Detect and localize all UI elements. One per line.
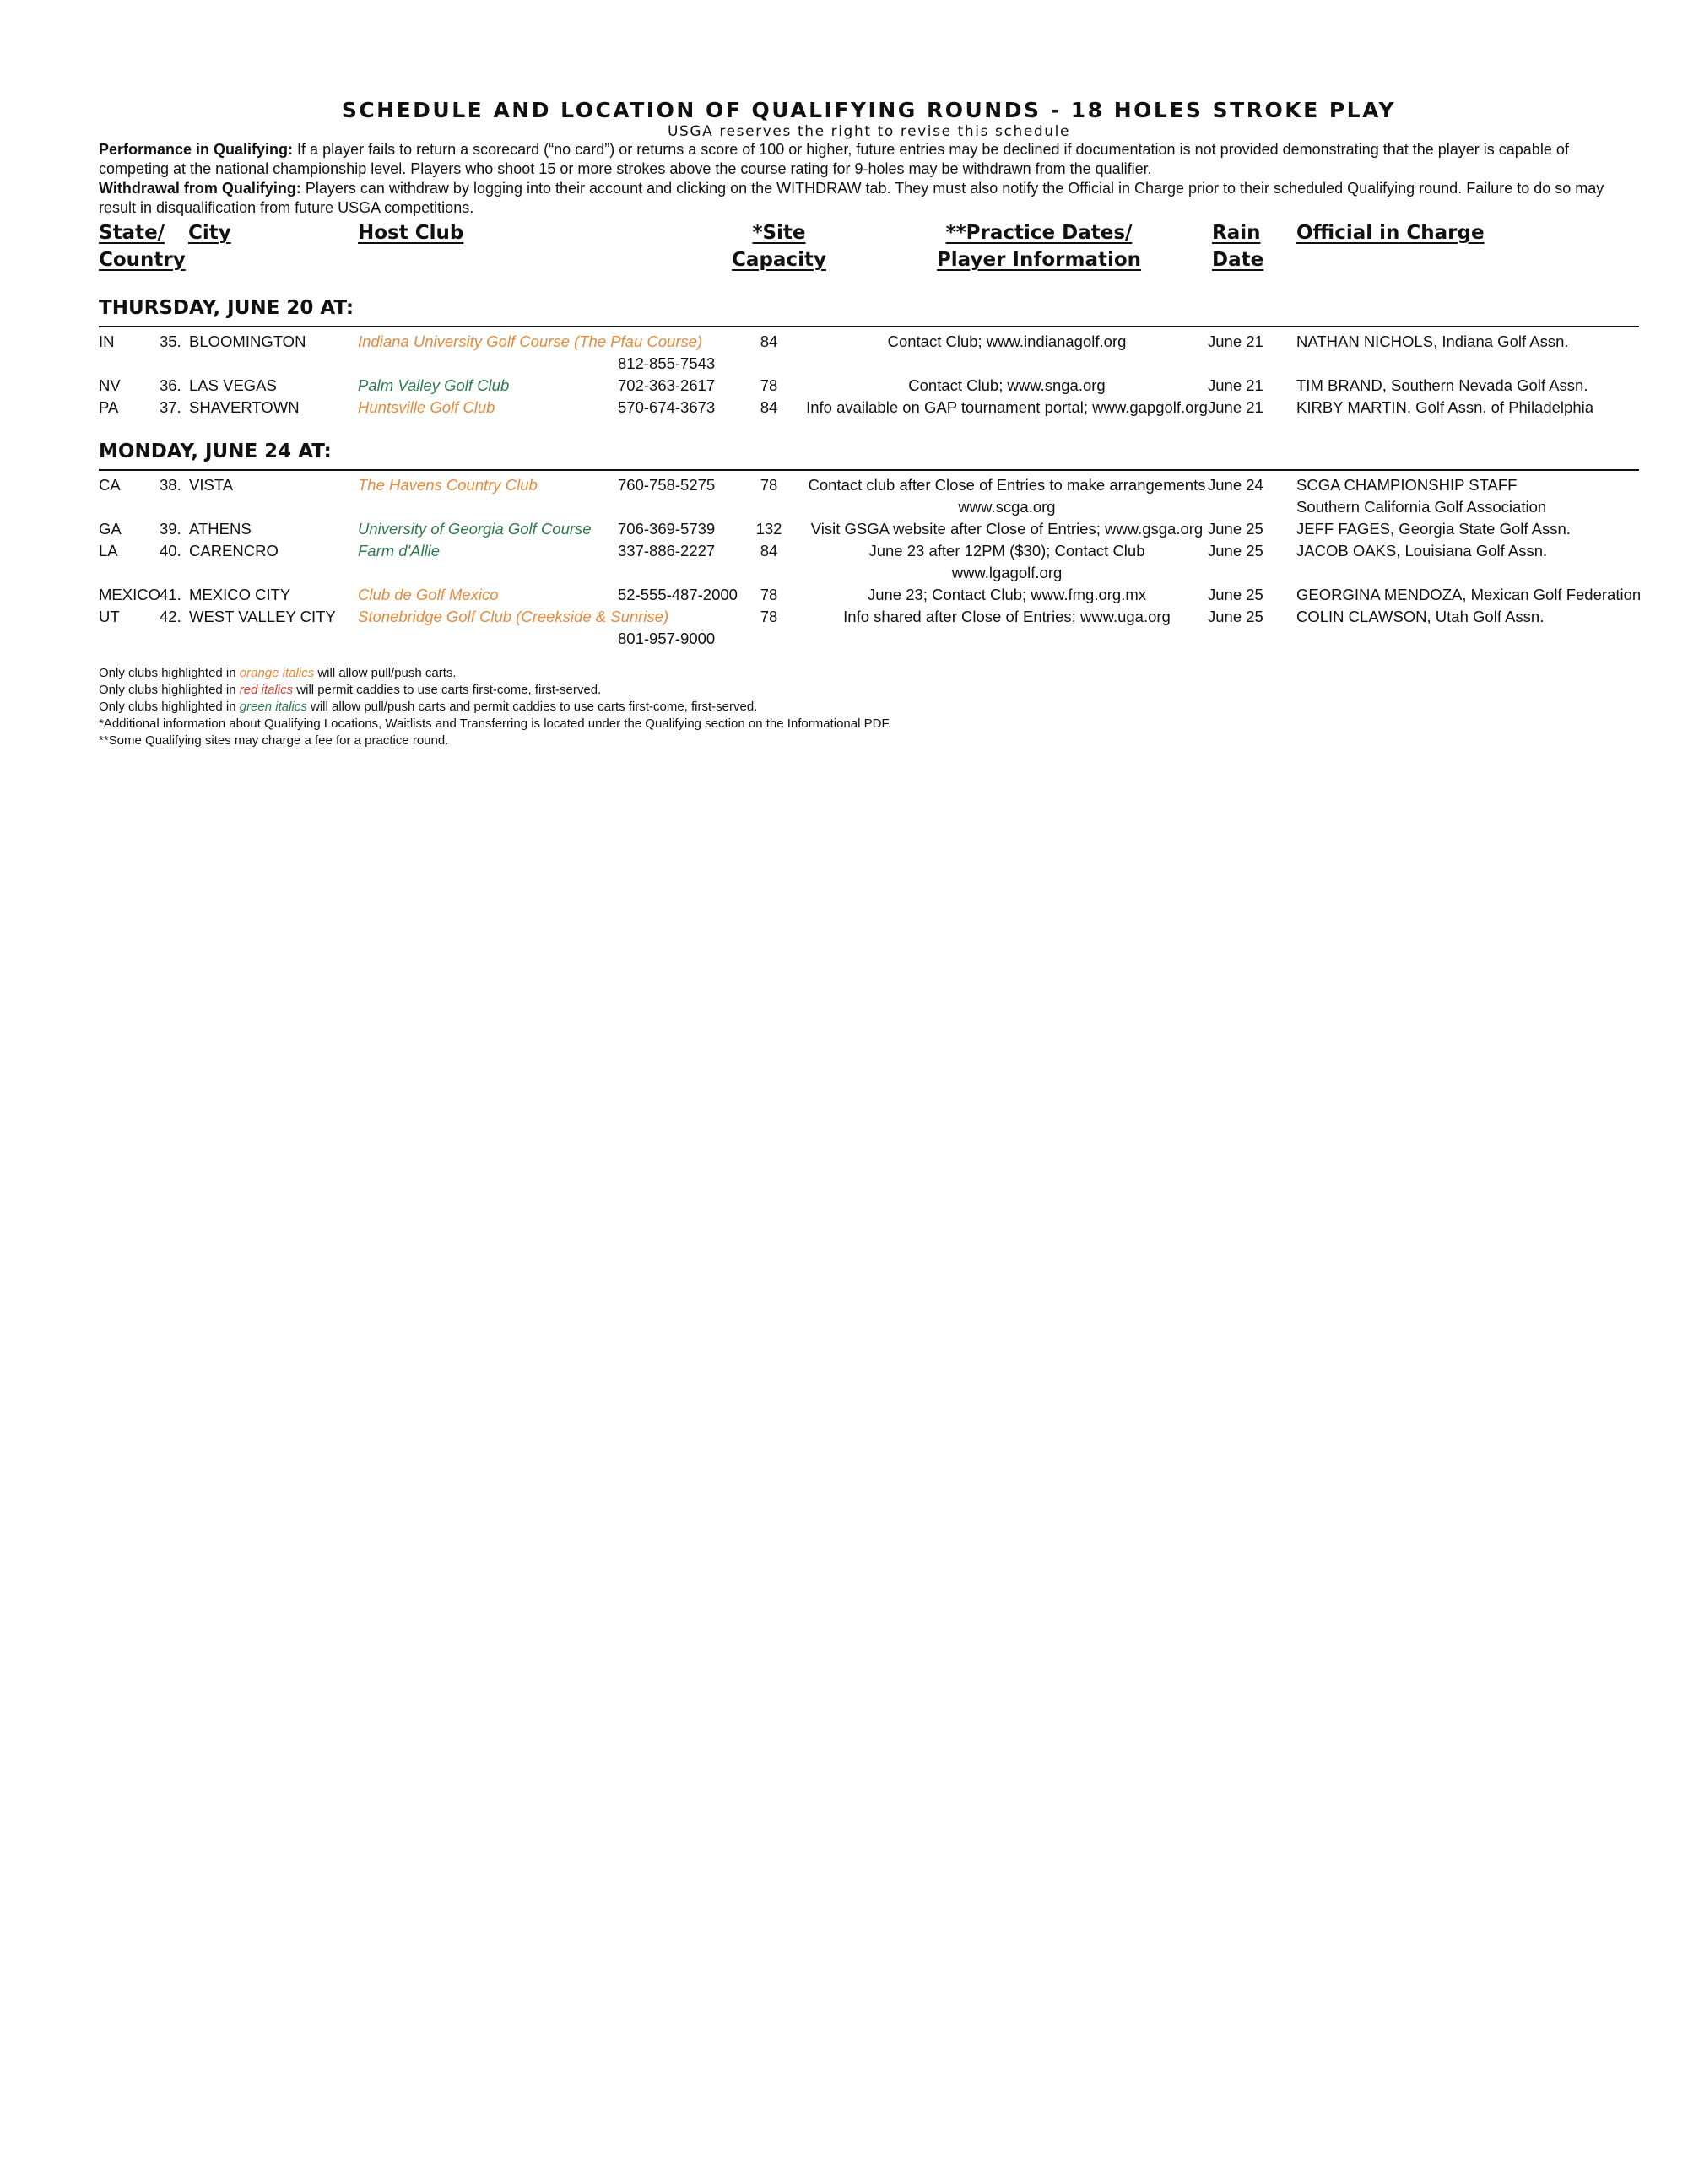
capacity-cell: 84 — [760, 542, 778, 560]
number-cell: 41. — [160, 586, 181, 603]
note-additional-info: *Additional information about Qualifying Locations, Waitlists and Transferring is located under the Qualifying section on the Informational PDF. — [99, 716, 892, 731]
host-club-cell: Indiana University Golf Course (The Pfau Course) — [358, 332, 703, 350]
header-rain-date: Rain Date — [1212, 222, 1264, 271]
city-cell: BLOOMINGTON — [189, 332, 306, 350]
practice-cell: Visit GSGA website after Close of Entries; www.gsga.org — [810, 520, 1204, 538]
official-cell: GEORGINA MENDOZA, Mexican Golf Federation — [1296, 586, 1642, 603]
state-cell: NV — [99, 376, 121, 394]
rain-date-cell: June 25 — [1208, 608, 1263, 625]
state-cell: MEXICO — [99, 586, 160, 603]
header-practice: **Practice Dates/ Player Information — [936, 222, 1142, 271]
number-cell: 36. — [160, 376, 181, 394]
number-cell: 37. — [160, 398, 181, 416]
practice-cell: Info shared after Close of Entries; www.uga.org — [843, 608, 1171, 625]
rain-date-cell: June 21 — [1208, 398, 1263, 416]
rain-date-cell: June 24 — [1208, 476, 1263, 494]
official-cell: JACOB OAKS, Louisiana Golf Assn. — [1296, 542, 1548, 560]
note-green: Only clubs highlighted in green italics will allow pull/push carts and permit caddies to use carts first-come, first-served. — [99, 700, 758, 714]
performance-paragraph — [99, 140, 1639, 179]
official-cell: SCGA CHAMPIONSHIP STAFF — [1296, 476, 1518, 494]
official-cell: TIM BRAND, Southern Nevada Golf Assn. — [1296, 376, 1588, 394]
practice-cell: Info available on GAP tournament portal; www.gapgolf.org — [806, 398, 1208, 416]
official-cell: KIRBY MARTIN, Golf Assn. of Philadelphia — [1296, 398, 1594, 416]
table-row — [99, 375, 1639, 397]
table-row — [99, 518, 1639, 540]
host-club-cell: Huntsville Golf Club — [358, 398, 495, 416]
number-cell: 38. — [160, 476, 181, 494]
note-red: Only clubs highlighted in red italics will permit caddies to use carts first-come, first-served. — [99, 683, 602, 697]
rain-date-cell: June 21 — [1208, 332, 1263, 350]
capacity-cell: 78 — [760, 476, 778, 494]
phone-cell: 702-363-2617 — [618, 376, 716, 394]
page-subtitle: USGA reserves the right to revise this schedule — [667, 123, 1071, 140]
practice-cell: Contact club after Close of Entries to make arrangements — [808, 476, 1206, 494]
city-cell: MEXICO CITY — [189, 586, 291, 603]
phone-cell: 570-674-3673 — [618, 398, 716, 416]
rain-date-cell: June 25 — [1208, 520, 1263, 538]
official-cell: COLIN CLAWSON, Utah Golf Assn. — [1296, 608, 1545, 625]
practice-cell: June 23; Contact Club; www.fmg.org.mx — [867, 586, 1147, 603]
table-row — [99, 474, 1639, 518]
practice-cell: Contact Club; www.indianagolf.org — [887, 332, 1127, 350]
host-club-cell: Club de Golf Mexico — [358, 586, 499, 603]
table-row — [99, 606, 1639, 650]
host-club-cell: University of Georgia Golf Course — [358, 520, 592, 538]
number-cell: 42. — [160, 608, 181, 625]
state-cell: IN — [99, 332, 115, 350]
state-cell: CA — [99, 476, 121, 494]
capacity-cell: 78 — [760, 608, 778, 625]
official-cell: NATHAN NICHOLS, Indiana Golf Assn. — [1296, 332, 1569, 350]
table-row — [99, 397, 1639, 419]
section-rows — [99, 471, 1642, 650]
city-cell: SHAVERTOWN — [189, 398, 300, 416]
host-club-cell: Palm Valley Golf Club — [358, 376, 510, 394]
performance-label: Performance in Qualifying: — [99, 141, 294, 158]
header-host-club: Host Club — [358, 222, 464, 244]
schedule-page — [99, 98, 1642, 749]
table-row — [99, 540, 1639, 584]
withdrawal-label: Withdrawal from Qualifying: — [99, 180, 301, 197]
official-cell-line2: Southern California Golf Association — [1296, 498, 1547, 516]
section-heading: MONDAY, JUNE 24 AT: — [99, 439, 1639, 471]
phone-cell: 801-957-9000 — [618, 630, 716, 647]
table-row — [99, 584, 1642, 606]
number-cell: 35. — [160, 332, 181, 350]
phone-cell: 706-369-5739 — [618, 520, 716, 538]
host-club-cell: Stonebridge Golf Club (Creekside & Sunrise) — [358, 608, 669, 625]
phone-cell: 337-886-2227 — [618, 542, 716, 560]
header-state: State/ Country — [99, 222, 186, 271]
schedule-sections — [99, 295, 1642, 650]
state-cell: GA — [99, 520, 122, 538]
host-club-cell: The Havens Country Club — [358, 476, 538, 494]
city-cell: VISTA — [189, 476, 234, 494]
table-row — [99, 331, 1639, 375]
city-cell: ATHENS — [189, 520, 252, 538]
header-official: Official in Charge — [1296, 222, 1485, 244]
capacity-cell: 84 — [760, 398, 778, 416]
city-cell: LAS VEGAS — [189, 376, 277, 394]
phone-cell: 52-555-487-2000 — [618, 586, 738, 603]
host-club-cell: Farm d'Allie — [358, 542, 441, 560]
phone-cell: 812-855-7543 — [618, 354, 716, 372]
number-cell: 40. — [160, 542, 181, 560]
city-cell: CARENCRO — [189, 542, 279, 560]
capacity-cell: 132 — [755, 520, 782, 538]
header-site-capacity: *Site Capacity — [732, 222, 826, 271]
withdrawal-text: Players can withdraw by logging into their account and clicking on the WITHDRAW tab. They must also notify the Official in Charge prior to their scheduled Qualifying round. Failure to do so may result in disqualification from future USGA competitions. — [99, 180, 1604, 216]
rain-date-cell: June 25 — [1208, 586, 1263, 603]
header-city: City — [188, 222, 231, 244]
performance-text: If a player fails to return a scorecard (“no card”) or returns a score of 100 or higher, future entries may be declined if documentation is not provided demonstrating that the player is capable of competing at the national championship level. Players who shoot 15 or more strokes above the course rating for 9-holes may be withdrawn from the qualifier. — [99, 141, 1569, 177]
capacity-cell: 84 — [760, 332, 778, 350]
capacity-cell: 78 — [760, 376, 778, 394]
state-cell: PA — [99, 398, 119, 416]
capacity-cell: 78 — [760, 586, 778, 603]
practice-cell-line2: www.lgagolf.org — [951, 564, 1063, 581]
practice-cell: Contact Club; www.snga.org — [908, 376, 1106, 394]
withdrawal-paragraph — [99, 179, 1639, 218]
rain-date-cell: June 21 — [1208, 376, 1263, 394]
rain-date-cell: June 25 — [1208, 542, 1263, 560]
column-headers — [99, 219, 1639, 275]
note-practice-fee: **Some Qualifying sites may charge a fee for a practice round. — [99, 733, 449, 748]
section-heading: THURSDAY, JUNE 20 AT: — [99, 295, 1639, 327]
city-cell: WEST VALLEY CITY — [189, 608, 336, 625]
page-title: SCHEDULE AND LOCATION OF QUALIFYING ROUNDS - 18 HOLES STROKE PLAY — [341, 98, 1397, 122]
number-cell: 39. — [160, 520, 181, 538]
phone-cell: 760-758-5275 — [618, 476, 716, 494]
state-cell: UT — [99, 608, 120, 625]
state-cell: LA — [99, 542, 118, 560]
practice-cell-line2: www.scga.org — [958, 498, 1056, 516]
section-rows — [99, 327, 1639, 419]
practice-cell: June 23 after 12PM ($30); Contact Club — [868, 542, 1145, 560]
note-orange: Only clubs highlighted in orange italics will allow pull/push carts. — [99, 666, 457, 680]
footnotes — [99, 665, 1639, 749]
official-cell: JEFF FAGES, Georgia State Golf Assn. — [1296, 520, 1571, 538]
